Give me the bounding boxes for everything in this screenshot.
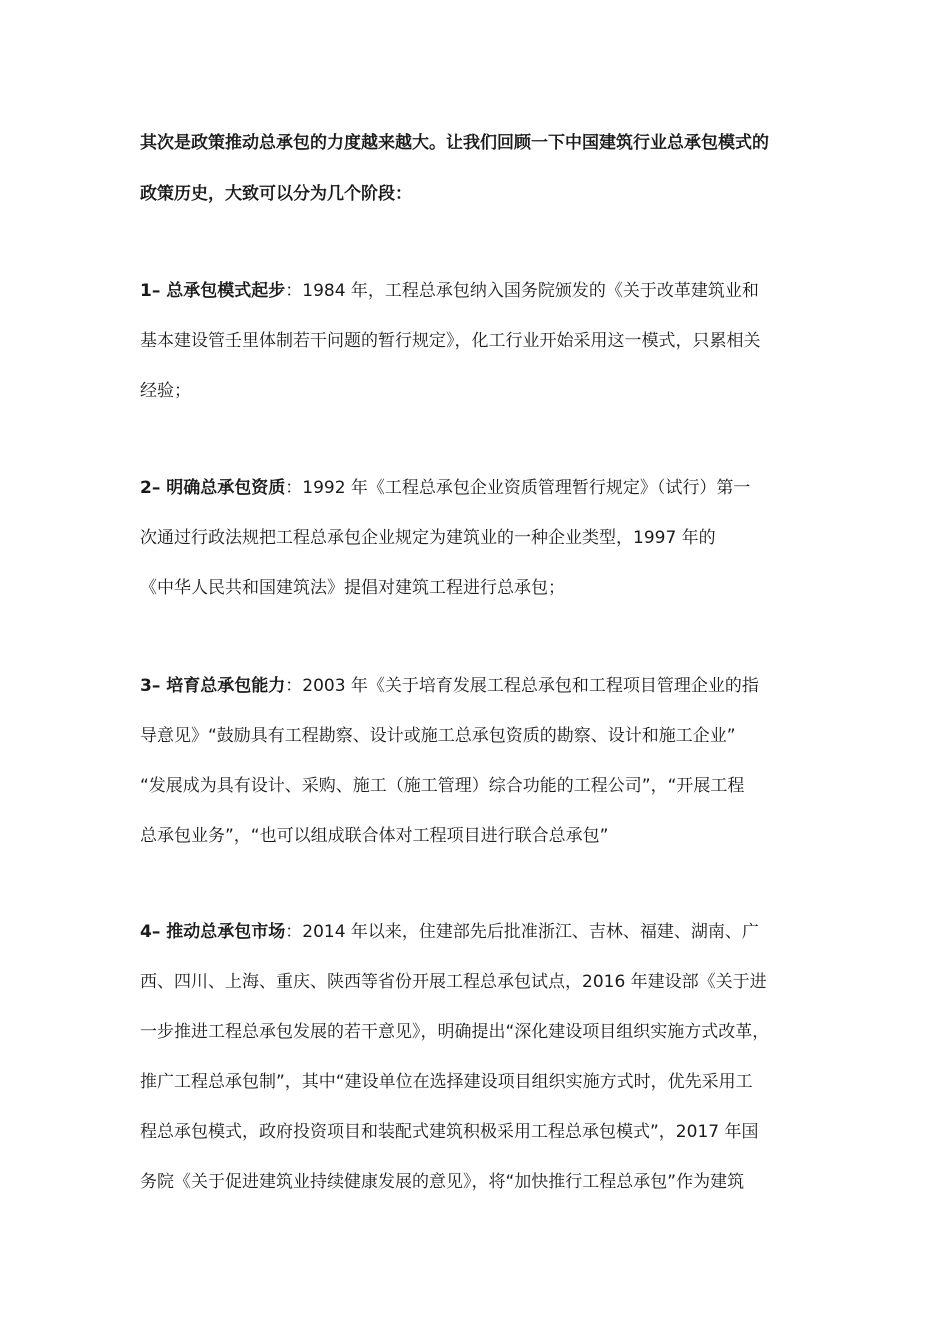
stage-2-title: 2– 明确总承包资质	[140, 478, 286, 498]
stage-4-line-4: 推广工程总承包制”，其中“建设单位在选择建设项目组织实施方式时，优先采用工	[140, 1072, 753, 1092]
stage-2-line-3: 《中华人民共和国建筑法》提倡对建筑工程进行总承包；	[140, 578, 565, 598]
stage-3-line-3: “发展成为具有设计、采购、施工（施工管理）综合功能的工程公司”，“开展工程	[140, 776, 745, 796]
stage-4-line-6: 务院《关于促进建筑业持续健康发展的意见》，将“加快推行工程总承包”作为建筑	[140, 1172, 745, 1192]
stage-3-line-2: 导意见》“鼓励具有工程勘察、设计或施工总承包资质的勘察、设计和施工企业”	[140, 726, 736, 746]
stage-1-line-1	[140, 279, 759, 303]
intro-line-1: 其次是政策推动总承包的力度越来越大。让我们回顾一下中国建筑行业总承包模式的	[140, 133, 769, 153]
stage-1-title: 1– 总承包模式起步	[140, 281, 286, 301]
stage-1-line-3: 经验；	[140, 381, 191, 401]
stage-4-line-1	[140, 920, 759, 944]
stage-4-line-3: 一步推进工程总承包发展的若干意见》，明确提出“深化建设项目组织实施方式改革，	[140, 1022, 770, 1042]
stage-2-line-2: 次通过行政法规把工程总承包企业规定为建筑业的一种企业类型，1997 年的	[140, 528, 716, 548]
stage-1-text: ：1984 年，工程总承包纳入国务院颁发的《关于改革建筑业和	[285, 281, 759, 301]
stage-4-line-5: 程总承包模式，政府投资项目和装配式建筑积极采用工程总承包模式”，2017 年国	[140, 1122, 759, 1142]
stage-1-line-2: 基本建设管壬里体制若干问题的暂行规定》，化工行业开始采用这一模式，只累相关	[140, 331, 761, 351]
stage-4-line-2: 西、四川、上海、重庆、陕西等省份开展工程总承包试点，2016 年建设部《关于进	[140, 972, 767, 992]
stage-4-title: 4– 推动总承包市场	[140, 922, 286, 942]
stage-2-line-1	[140, 476, 750, 500]
stage-4-text: ：2014 年以来，住建部先后批准浙江、吉林、福建、湖南、广	[285, 922, 759, 942]
intro-line-2: 政策历史，大致可以分为几个阶段：	[140, 184, 412, 204]
stage-3-line-1	[140, 674, 759, 698]
stage-3-title: 3– 培育总承包能力	[140, 676, 286, 696]
stage-3-line-4: 总承包业务”，“也可以组成联合体对工程项目进行联合总承包”	[140, 826, 609, 846]
stage-2-text: ：1992 年《工程总承包企业资质管理暂行规定》（试行）第一	[285, 478, 751, 498]
stage-3-text: ：2003 年《关于培育发展工程总承包和工程项目管理企业的指	[285, 676, 759, 696]
